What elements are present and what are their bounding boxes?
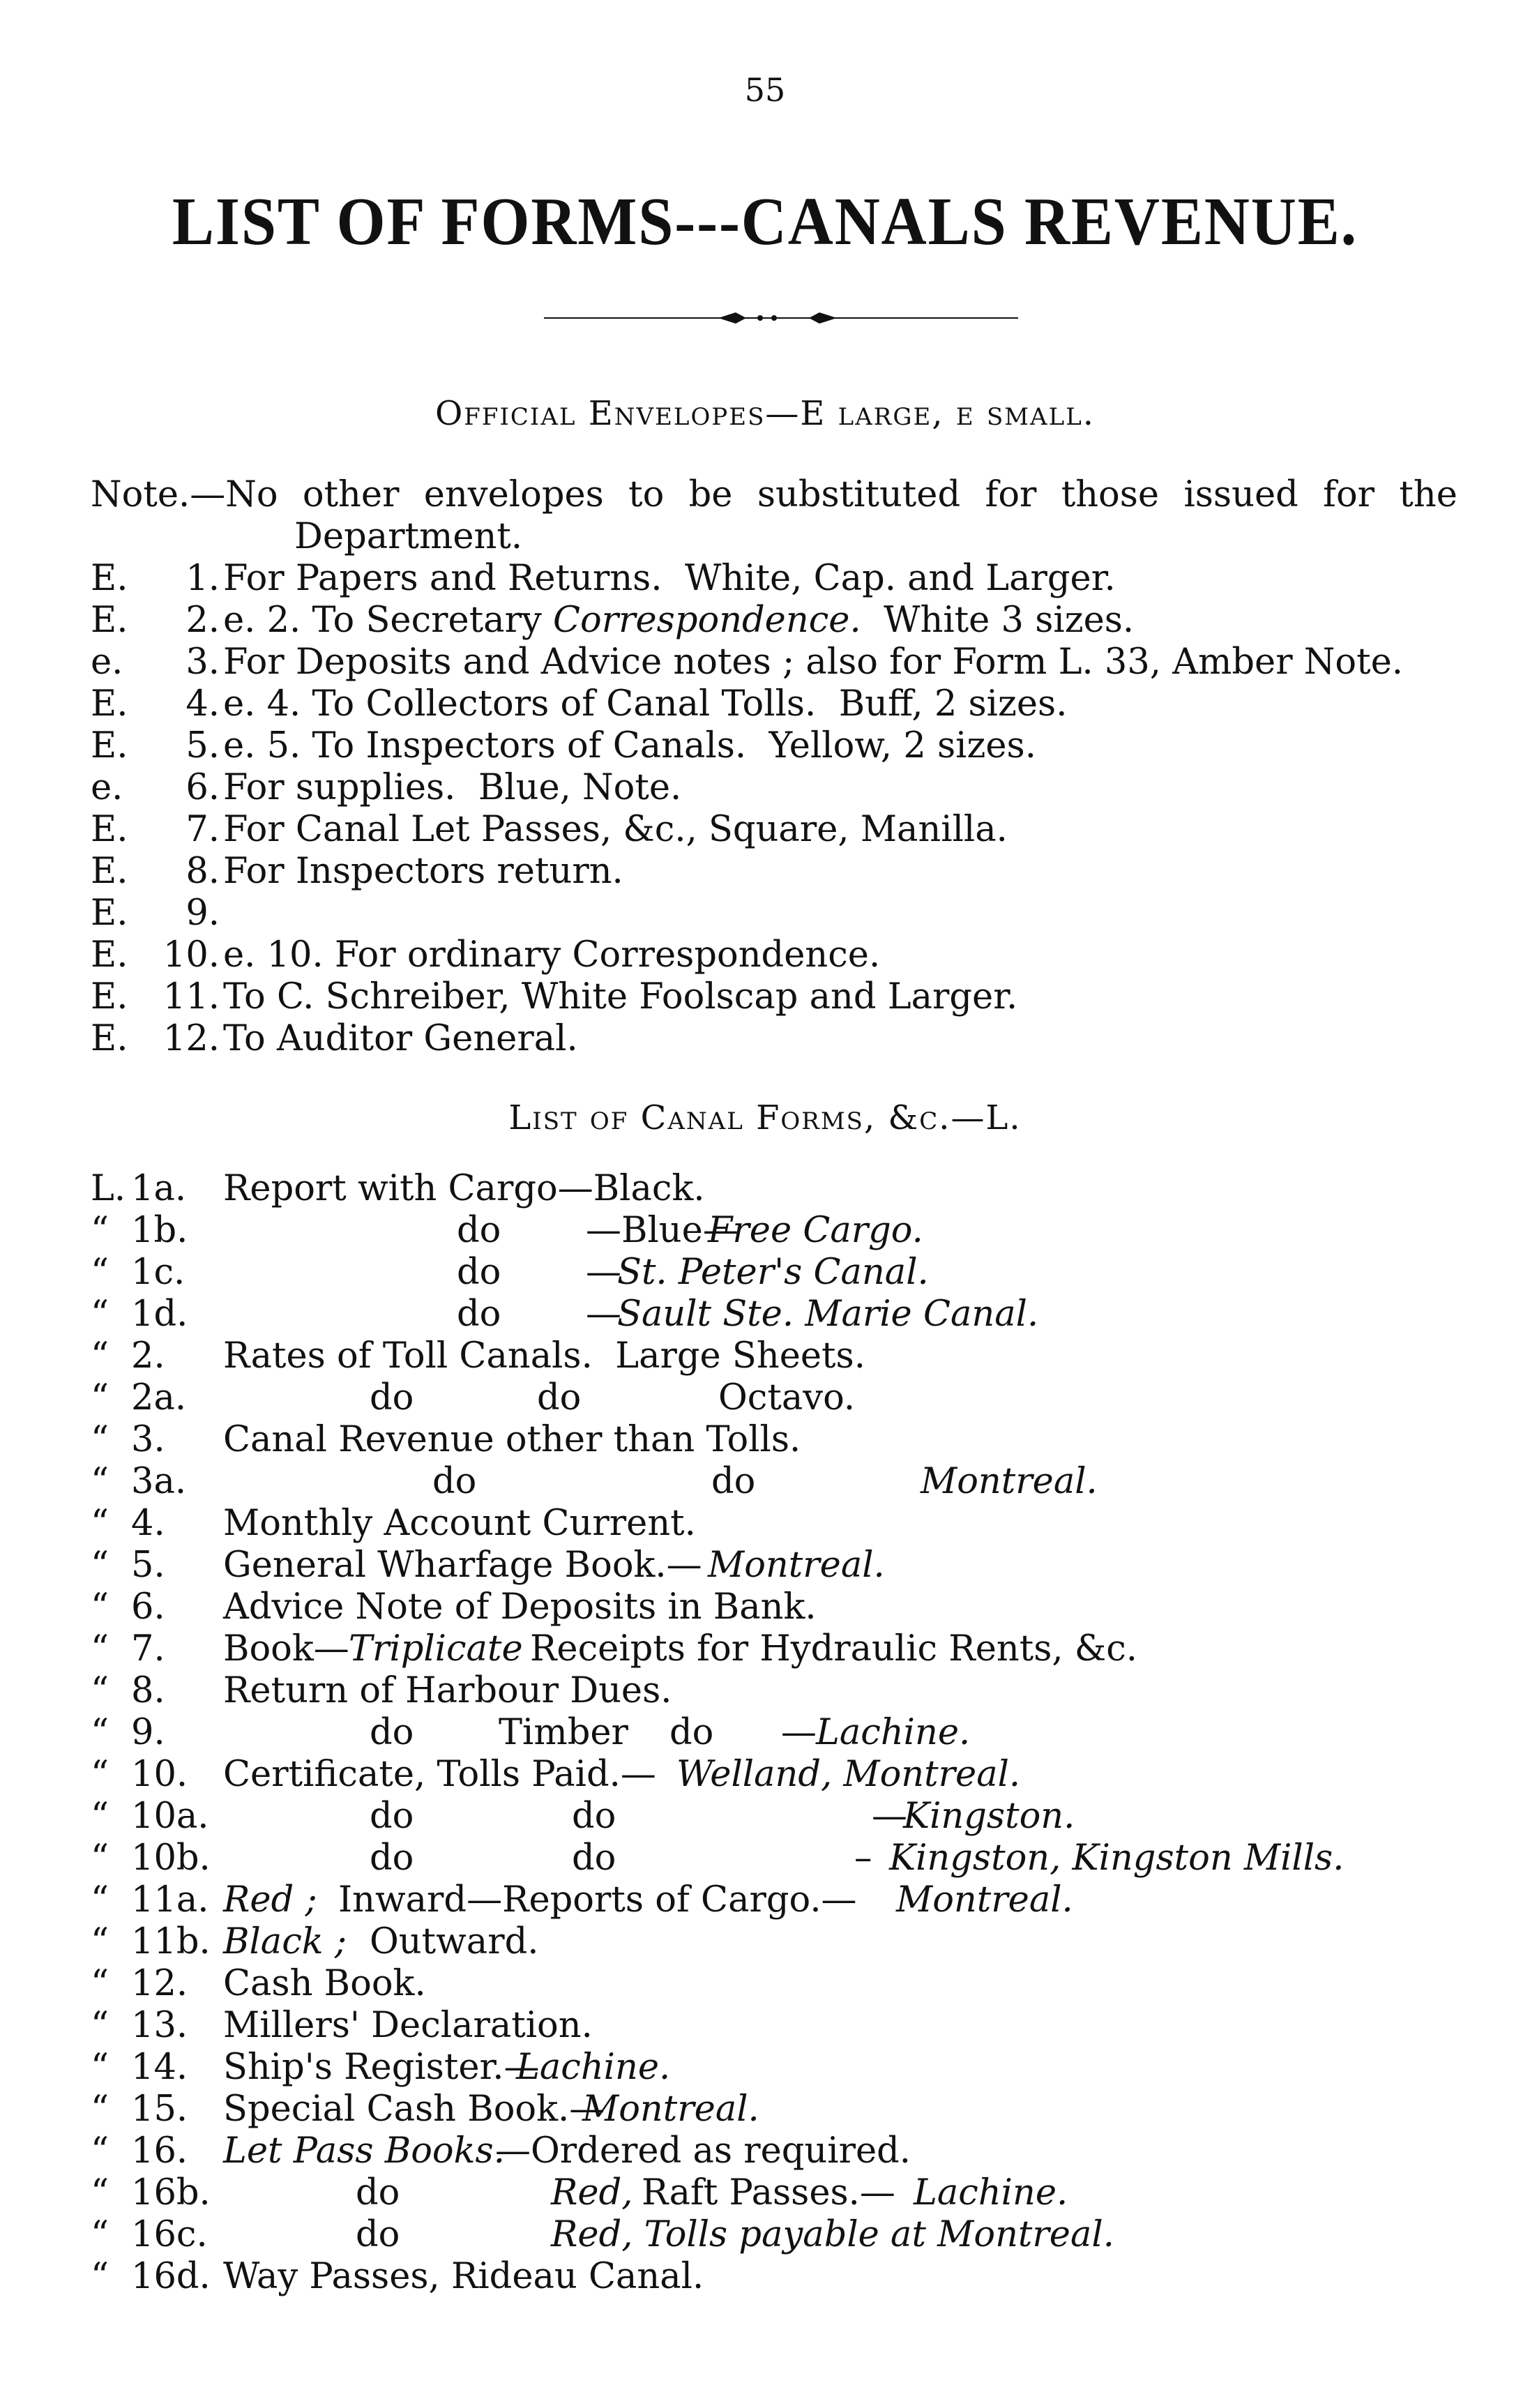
page-title: LIST OF FORMS---CANALS REVENUE.: [172, 184, 1358, 259]
form-prefix: “: [91, 1754, 109, 1795]
form-prefix: “: [91, 1963, 109, 2004]
envelope-text: [223, 642, 1403, 683]
envelope-text-main: e. 5. To Inspectors of Canals. Yellow, 2 sizes.: [223, 725, 1036, 766]
form-number: 5.: [131, 1545, 165, 1586]
form-number: 12.: [131, 1963, 188, 2004]
note: [91, 474, 1457, 558]
envelope-prefix: E.: [91, 809, 128, 850]
envelope-prefix: E.: [91, 934, 128, 976]
envelope-text-after: White 3 sizes.: [861, 600, 1135, 641]
envelope-number: 11.: [162, 976, 220, 1017]
form-number: 3.: [131, 1419, 165, 1460]
form-prefix: “: [91, 1879, 109, 1921]
envelope-number: 6.: [185, 767, 220, 808]
form-text-segment: Report with Cargo—Black.: [223, 1168, 705, 1209]
form-text-segment: —: [586, 1252, 621, 1293]
form-number: 2a.: [131, 1377, 187, 1418]
form-text-segment: do: [457, 1294, 501, 1335]
form-text-segment: do: [572, 1838, 616, 1879]
form-text-segment: do: [370, 1838, 414, 1879]
note-word: Note.—No: [91, 474, 278, 515]
envelope-prefix: e.: [91, 642, 123, 683]
envelope-text: [223, 1018, 578, 1060]
envelope-text: [223, 683, 1067, 725]
form-text-segment: Red ;: [223, 1879, 317, 1921]
envelope-text-main: For Inspectors return.: [223, 851, 623, 892]
form-prefix: “: [91, 2047, 109, 2088]
form-text-segment: Ship's Register.—: [223, 2047, 540, 2088]
form-text-segment: Outward.: [370, 1921, 539, 1962]
form-text-segment: Triplicate: [349, 1628, 523, 1669]
envelope-text-main: For Canal Let Passes, &c., Square, Manilla.: [223, 809, 1008, 850]
page-number: 55: [744, 71, 786, 109]
form-text-segment: do: [370, 1377, 414, 1418]
form-text-segment: Montreal.: [582, 2089, 759, 2130]
note-word: be: [688, 474, 733, 515]
form-number: 1d.: [131, 1294, 188, 1335]
form-number: 7.: [131, 1628, 165, 1669]
forms-heading: List of Canal Forms, &c.—L.: [508, 1098, 1022, 1137]
ornament-divider: [544, 304, 1018, 332]
form-number: 10a.: [131, 1796, 209, 1837]
form-prefix: “: [91, 2005, 109, 2046]
form-text-segment: St. Peter's Canal.: [617, 1252, 929, 1293]
envelope-text-main: For Deposits and Advice notes ; also for Form L. 33, Amber Note.: [223, 642, 1404, 683]
form-text-segment: Monthly Account Current.: [223, 1503, 696, 1544]
form-prefix: “: [91, 1545, 109, 1586]
form-text-segment: Kingston, Kingston Mills.: [889, 1838, 1345, 1879]
note-word: to: [628, 474, 665, 515]
form-text-segment: Red, Tolls payable at Montreal.: [551, 2214, 1114, 2255]
note-word: the: [1399, 474, 1457, 515]
form-text-segment: Timber: [499, 1712, 628, 1753]
form-text-segment: do: [572, 1796, 616, 1837]
form-prefix: “: [91, 1796, 109, 1837]
form-prefix: “: [91, 1377, 109, 1418]
envelope-number: 8.: [185, 851, 220, 892]
form-text-segment: Montreal.: [896, 1879, 1073, 1921]
envelope-prefix: e.: [91, 767, 123, 808]
form-text-segment: Lachine.: [516, 2047, 671, 2088]
note-word: other: [302, 474, 400, 515]
envelope-prefix: E.: [91, 725, 128, 766]
form-text-segment: do: [457, 1252, 501, 1293]
form-text-segment: Cash Book.: [223, 1963, 426, 2004]
form-number: 15.: [131, 2089, 188, 2130]
form-number: 14.: [131, 2047, 188, 2088]
form-text-segment: Book—: [223, 1628, 349, 1669]
form-text-segment: —: [872, 1796, 907, 1837]
form-prefix: “: [91, 1419, 109, 1460]
form-number: 10.: [131, 1754, 188, 1795]
form-text-segment: Montreal.: [921, 1461, 1098, 1502]
form-text-segment: Raft Passes.—: [642, 2172, 895, 2213]
form-text-segment: Let Pass Books.: [223, 2130, 505, 2172]
form-prefix: “: [91, 1670, 109, 1711]
form-text-segment: Kingston.: [903, 1796, 1075, 1837]
form-number: 4.: [131, 1503, 165, 1544]
form-text-segment: General Wharfage Book.—: [223, 1545, 702, 1586]
form-text-segment: do: [432, 1461, 477, 1502]
envelope-text-main: To C. Schreiber, White Foolscap and Larger.: [223, 976, 1018, 1017]
form-prefix: “: [91, 1210, 109, 1251]
form-text-segment: do: [370, 1712, 414, 1753]
form-text-segment: Lachine.: [816, 1712, 971, 1753]
form-prefix: “: [91, 1294, 109, 1335]
form-text-segment: Black ;: [223, 1921, 347, 1962]
form-text-segment: Certificate, Tolls Paid.—: [223, 1754, 656, 1795]
form-prefix: “: [91, 1587, 109, 1628]
envelope-number: 7.: [185, 809, 220, 850]
envelope-prefix: E.: [91, 683, 128, 725]
form-prefix: “: [91, 1921, 109, 1962]
form-text-segment: Lachine.: [914, 2172, 1068, 2213]
envelope-text: [223, 725, 1036, 767]
form-prefix: “: [91, 1838, 109, 1879]
form-text-segment: do: [356, 2172, 400, 2213]
form-prefix: “: [91, 1628, 109, 1669]
envelope-prefix: E.: [91, 976, 128, 1017]
form-prefix: “: [91, 2130, 109, 2172]
form-number: 8.: [131, 1670, 165, 1711]
form-prefix: “: [91, 2089, 109, 2130]
envelope-text: [223, 558, 1116, 600]
form-text-segment: do: [711, 1461, 756, 1502]
form-number: 10b.: [131, 1838, 211, 1879]
form-text-segment: Rates of Toll Canals. Large Sheets.: [223, 1335, 865, 1377]
form-text-segment: Millers' Declaration.: [223, 2005, 593, 2046]
envelopes-heading: Official Envelopes—E large, e small.: [434, 394, 1096, 433]
envelope-number: 4.: [185, 683, 220, 725]
envelope-text-main: e. 4. To Collectors of Canal Tolls. Buff, 2 sizes.: [223, 683, 1068, 725]
form-number: 11a.: [131, 1879, 209, 1921]
form-prefix: “: [91, 1503, 109, 1544]
form-number: 1c.: [131, 1252, 185, 1293]
form-prefix: L.: [91, 1168, 126, 1209]
envelope-prefix: E.: [91, 1018, 128, 1059]
form-text-segment: do: [669, 1712, 714, 1753]
envelope-prefix: E.: [91, 600, 128, 641]
envelope-text-main: e. 2. To Secretary: [223, 600, 553, 641]
envelope-number: 2.: [185, 600, 220, 641]
envelope-text: [223, 767, 681, 809]
form-text-segment: —Blue—: [586, 1210, 739, 1251]
form-number: 1b.: [131, 1210, 188, 1251]
form-prefix: “: [91, 2214, 109, 2255]
envelope-text: [223, 934, 880, 976]
form-number: 6.: [131, 1587, 165, 1628]
form-number: 1a.: [131, 1168, 187, 1209]
note-continuation: Department.: [294, 516, 523, 557]
envelope-text: [223, 976, 1017, 1018]
form-text-segment: Receipts for Hydraulic Rents, &c.: [530, 1628, 1137, 1669]
form-text-segment: do: [457, 1210, 501, 1251]
form-text-segment: —: [586, 1294, 621, 1335]
form-number: 11b.: [131, 1921, 211, 1962]
envelope-text-main: To Auditor General.: [223, 1018, 578, 1059]
envelope-text-main: For supplies. Blue, Note.: [223, 767, 682, 808]
note-word: those: [1061, 474, 1160, 515]
envelope-text: [223, 600, 1134, 642]
form-number: 16d.: [131, 2256, 211, 2297]
note-word: issued: [1183, 474, 1298, 515]
form-text-segment: Way Passes, Rideau Canal.: [223, 2256, 704, 2297]
form-prefix: “: [91, 1712, 109, 1753]
form-number: 13.: [131, 2005, 188, 2046]
form-number: 9.: [131, 1712, 165, 1753]
form-number: 16b.: [131, 2172, 211, 2213]
envelope-text-italic: Correspondence.: [553, 600, 861, 641]
form-text-segment: —: [781, 1712, 817, 1753]
note-word: for: [1323, 474, 1375, 515]
envelope-number: 12.: [162, 1018, 220, 1059]
form-text-segment: Return of Harbour Dues.: [223, 1670, 672, 1711]
form-number: 16.: [131, 2130, 188, 2172]
note-word: for: [985, 474, 1037, 515]
envelope-number: 1.: [185, 558, 220, 599]
envelope-text-main: e. 10. For ordinary Correspondence.: [223, 934, 881, 976]
form-text-segment: –: [854, 1838, 884, 1879]
form-text-segment: do: [537, 1377, 582, 1418]
form-number: 16c.: [131, 2214, 208, 2255]
envelope-prefix: E.: [91, 851, 128, 892]
form-text-segment: Red,: [551, 2172, 633, 2213]
envelope-number: 3.: [185, 642, 220, 683]
form-prefix: “: [91, 2172, 109, 2213]
form-text-segment: Welland, Montreal.: [676, 1754, 1021, 1795]
form-text-segment: Montreal.: [708, 1545, 885, 1586]
note-word: envelopes: [423, 474, 604, 515]
form-text-segment: Octavo.: [718, 1377, 856, 1418]
form-text-segment: Sault Ste. Marie Canal.: [617, 1294, 1039, 1335]
form-prefix: “: [91, 1335, 109, 1377]
form-text-segment: do: [370, 1796, 414, 1837]
form-prefix: “: [91, 1252, 109, 1293]
form-text-segment: Canal Revenue other than Tolls.: [223, 1419, 801, 1460]
form-number: 2.: [131, 1335, 165, 1377]
note-word: substituted: [757, 474, 961, 515]
envelope-number: 5.: [185, 725, 220, 766]
envelope-prefix: E.: [91, 558, 128, 599]
envelope-prefix: E.: [91, 893, 128, 934]
form-text-segment: Inward—Reports of Cargo.—: [338, 1879, 857, 1921]
form-text-segment: —Ordered as required.: [495, 2130, 911, 2172]
form-prefix: “: [91, 2256, 109, 2297]
envelope-number: 9.: [185, 893, 220, 934]
form-text-segment: Free Cargo.: [708, 1210, 923, 1251]
envelope-text-main: For Papers and Returns. White, Cap. and Larger.: [223, 558, 1116, 599]
envelope-number: 10.: [162, 934, 220, 976]
form-prefix: “: [91, 1461, 109, 1502]
envelope-text: [223, 809, 1008, 851]
form-number: 3a.: [131, 1461, 187, 1502]
form-text-segment: do: [356, 2214, 400, 2255]
form-text-segment: Advice Note of Deposits in Bank.: [223, 1587, 817, 1628]
form-text-segment: Special Cash Book.—: [223, 2089, 605, 2130]
envelope-text: [223, 851, 623, 893]
